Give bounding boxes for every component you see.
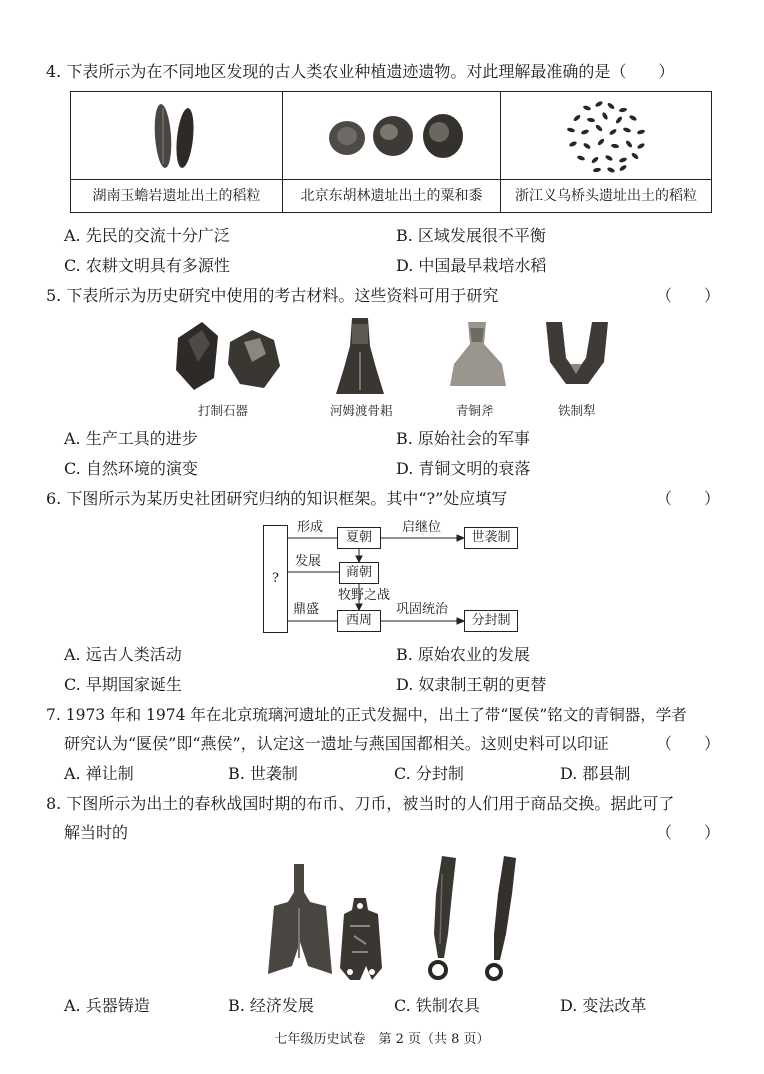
knife-coin-image-2 bbox=[482, 854, 522, 984]
q4-caption-1: 湖南玉蟾岩遗址出土的稻粒 bbox=[71, 179, 282, 212]
q7-stem-line-2: 研究认为“匽侯”即“燕侯”，认定这一遗址与燕国国都相关。这则史料可以印证 bbox=[64, 734, 609, 753]
q6-option-d[interactable]: D. 奴隶制王朝的更替 bbox=[396, 675, 547, 694]
frame-label-xingcheng: 形成 bbox=[297, 520, 324, 535]
frame-question-mark: ? bbox=[272, 571, 279, 586]
frame-label-muye: 牧野之战 bbox=[338, 588, 391, 603]
q8-option-a[interactable]: A. 兵器铸造 bbox=[64, 996, 150, 1015]
q5-caption-1: 打制石器 bbox=[198, 403, 249, 418]
q8-option-c[interactable]: C. 铁制农具 bbox=[394, 996, 480, 1015]
q6-answer-paren: （ ） bbox=[656, 489, 721, 508]
frame-question-box[interactable] bbox=[263, 525, 288, 633]
q5-caption-2: 河姆渡骨耜 bbox=[330, 403, 393, 418]
frame-box-fenfeng: 分封制 bbox=[464, 610, 518, 632]
knife-coin-image-1 bbox=[422, 854, 462, 984]
q5-option-a[interactable]: A. 生产工具的进步 bbox=[64, 429, 198, 448]
q6-option-a[interactable]: A. 远古人类活动 bbox=[64, 645, 182, 664]
q4-caption-2: 北京东胡林遗址出土的粟和黍 bbox=[283, 179, 500, 212]
q5-option-b[interactable]: B. 原始社会的军事 bbox=[396, 429, 530, 448]
frame-label-gonggu: 巩固统治 bbox=[396, 602, 449, 617]
q5-option-d[interactable]: D. 青铜文明的衰落 bbox=[396, 459, 531, 478]
q6-option-b[interactable]: B. 原始农业的发展 bbox=[396, 645, 530, 664]
q8-option-b[interactable]: B. 经济发展 bbox=[228, 996, 314, 1015]
small-spade-coin-image bbox=[336, 896, 386, 986]
q4-option-d[interactable]: D. 中国最早栽培水稻 bbox=[396, 256, 547, 275]
q4-option-a[interactable]: A. 先民的交流十分广泛 bbox=[64, 226, 230, 245]
q6-stem: 6. 下图所示为某历史社团研究归纳的知识框架。其中“?”处应填写 bbox=[46, 489, 508, 508]
q8-answer-paren: （ ） bbox=[656, 823, 721, 842]
page-footer: 七年级历史试卷 第 2 页（共 8 页） bbox=[274, 1032, 490, 1047]
frame-box-shang: 商朝 bbox=[339, 562, 379, 584]
frame-box-xizhou: 西周 bbox=[337, 610, 381, 632]
q7-option-d[interactable]: D. 郡县制 bbox=[560, 764, 631, 783]
q4-option-c[interactable]: C. 农耕文明具有多源性 bbox=[64, 256, 230, 275]
q5-caption-4: 铁制犁 bbox=[558, 403, 596, 418]
q5-caption-3: 青铜斧 bbox=[456, 403, 494, 418]
q7-stem-line-1: 7. 1973 年和 1974 年在北京琉璃河遗址的正式发掘中，出土了带“匽侯”铭文的青铜器，学者 bbox=[46, 706, 687, 724]
q4-stem: 4. 下表所示为在不同地区发现的古人类农业种植遗迹遗物。对此理解最准确的是（ ） bbox=[46, 62, 675, 81]
spade-coin-image bbox=[266, 862, 336, 982]
q7-option-a[interactable]: A. 禅让制 bbox=[64, 764, 134, 783]
q8-stem-line-1: 8. 下图所示为出土的春秋战国时期的布币、刀币，被当时的人们用于商品交换。据此可了 bbox=[46, 794, 675, 813]
q8-stem-line-2: 解当时的 bbox=[64, 823, 129, 842]
q7-option-b[interactable]: B. 世袭制 bbox=[228, 764, 298, 783]
frame-label-qijiwei: 启继位 bbox=[402, 520, 442, 535]
frame-box-xia: 夏朝 bbox=[337, 527, 381, 549]
q4-caption-3: 浙江义乌桥头遗址出土的稻粒 bbox=[501, 179, 711, 212]
q7-option-c[interactable]: C. 分封制 bbox=[394, 764, 464, 783]
q6-option-c[interactable]: C. 早期国家诞生 bbox=[64, 675, 182, 694]
frame-label-dingsheng: 鼎盛 bbox=[293, 602, 320, 617]
q5-stem: 5. 下表所示为历史研究中使用的考古材料。这些资料可用于研究 bbox=[46, 286, 499, 305]
q7-answer-paren: （ ） bbox=[656, 734, 721, 753]
q5-answer-paren: （ ） bbox=[656, 286, 721, 305]
frame-box-shixi: 世袭制 bbox=[464, 527, 518, 549]
frame-label-fazhan: 发展 bbox=[295, 554, 322, 569]
q8-option-d[interactable]: D. 变法改革 bbox=[560, 996, 647, 1015]
q4-option-b[interactable]: B. 区域发展很不平衡 bbox=[396, 226, 546, 245]
q5-option-c[interactable]: C. 自然环境的演变 bbox=[64, 459, 198, 478]
